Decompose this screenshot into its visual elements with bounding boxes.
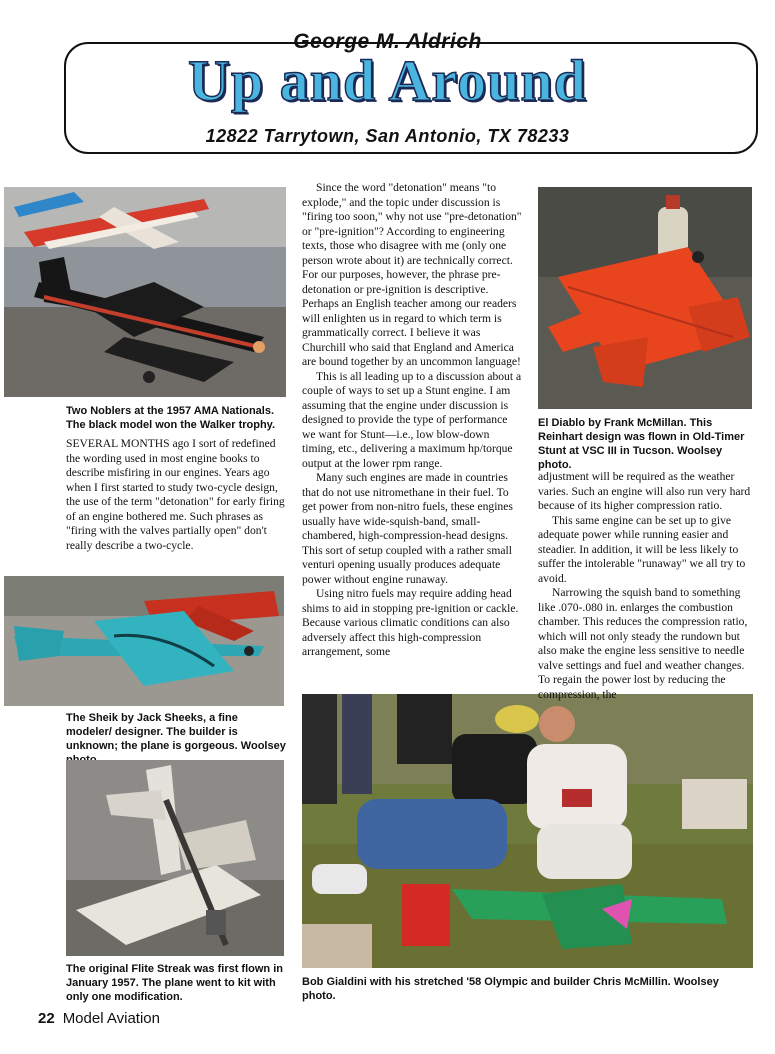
paragraph: adjustment will be required as the weather varies. Such an engine will also run very hard because of its higher compression ratio. <box>538 470 751 512</box>
photo-caption-gialdini: Bob Gialdini with his stretched '58 Olympic and builder Chris McMillin. Woolsey photo. <box>302 976 719 1002</box>
photo-caption-sheik: The Sheik by Jack Sheeks, a fine modeler/ designer. The builder is unknown; the plane is gorgeous. Woolsey <box>66 712 286 752</box>
author-address: 12822 Tarrytown, San Antonio, TX 78233 <box>205 126 570 146</box>
article-column-2 <box>302 181 522 660</box>
photo-caption-noblers: Two Noblers at the 1957 AMA Nationals. The black model won the Walker trophy. <box>66 405 276 431</box>
paragraph: Since the word "detonation" means "to explode," and the topic under discussion is "firing too soon," why not use "pre-detonation" or "pre-ignition"? According to engineering texts, those who disagree with me (only one person wrote about it) are technically correct. For our purposes, however, the phrase pre-detonation or pre-ignition is descriptive. Perhaps an English teacher among our readers will enlighten us in regard to which term is grammatically correct. I believe it was Churchill who said that England and America are bound together by an uncommon language! <box>302 181 522 368</box>
author-byline: George M. Aldrich <box>293 30 482 53</box>
article-column-1 <box>66 437 286 553</box>
paragraph: Narrowing the squish band to something like .070-.080 in. enlarges the combustion chamber. This reduces the compression ratio, which will not only steady the rundown but also make the engine less sensitive to needle valve settings and fuel and weather changes. To regain the power lost by reducing the compression, the <box>538 586 748 701</box>
paragraph: Using nitro fuels may require adding head shims to aid in stopping pre-ignition or cackle. Because various climatic conditions can also adversely affect this high-compression arrangement, some <box>302 587 519 658</box>
photo-caption-flite-streak: The original Flite Streak was first flown in January 1957. The plane went to kit with only one modification. <box>66 963 283 1003</box>
page-footer <box>38 1010 160 1027</box>
photo-noblers <box>4 187 286 397</box>
article-column-3 <box>538 470 754 702</box>
paragraph: This is all leading up to a discussion about a couple of ways to set up a Stunt engine. I am assuming that the engine under discussion is designed to provide the type of performance we want for Stunt—i.e., low blow-down timing, etc., delivering a maximum hp/torque output at the lower rpm range. <box>302 369 522 470</box>
photo-sheik <box>4 576 284 706</box>
paragraph: Many such engines are made in countries that do not use nitromethane in their fuel. To get power from non-nitro fuels, these engines usually have wide-squish-band, small-chambered, high-compression-head designs. This sort of setup coupled with a rather small venturi opening usually produces adequate power without engine runaway. <box>302 471 513 586</box>
photo-gialdini <box>302 694 753 968</box>
paragraph: SEVERAL MONTHS ago I sort of redefined the wording used in most engine books to describe misfiring in our engines. Years ago when I first started to study two-cycle design, the use of the term "detonation" for early firing of an engine bothered me. Such phrases as "firing with the valves partially open" don't really describe a two-cycle. <box>66 437 285 552</box>
article-title: Up and Around <box>188 48 587 113</box>
paragraph: This same engine can be set up to give adequate power while running easier and steadier. In addition, it will be less likely to suffer the intolerable "runaway" we all try to avoid. <box>538 513 746 585</box>
photo-caption-el-diablo: El Diablo by Frank McMillan. This Reinhart design was flown in Old-Timer Stunt at VSC III in Tucson. Woolsey photo. <box>538 417 745 471</box>
page-number: 22 <box>38 1010 55 1027</box>
photo-el-diablo <box>538 187 752 409</box>
publication-name: Model Aviation <box>62 1010 160 1027</box>
photo-flite-streak <box>66 760 284 956</box>
